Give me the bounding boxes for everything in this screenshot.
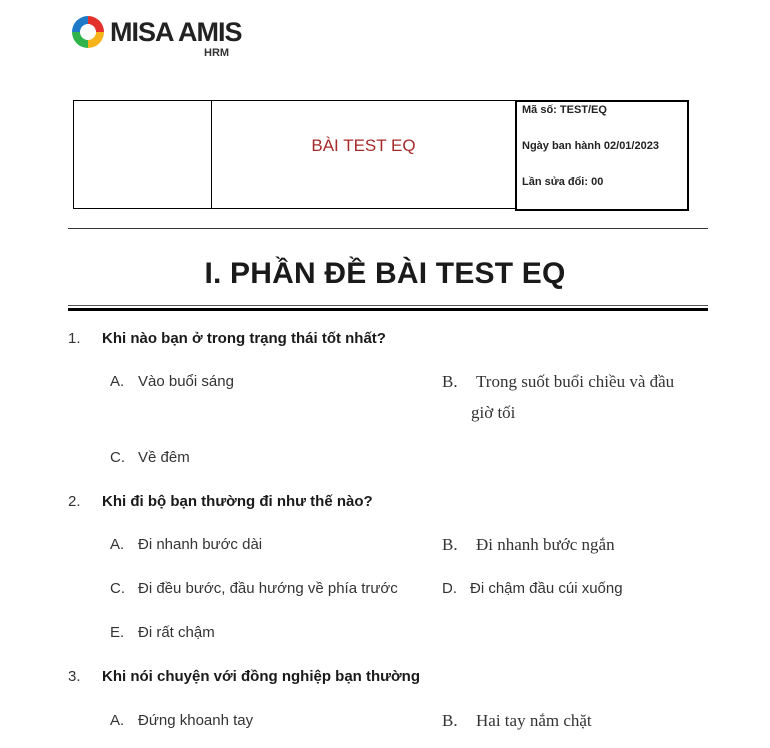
option-letter: A. <box>110 712 125 729</box>
divider-double-thick <box>68 308 708 311</box>
option-text-continued: giờ tối <box>471 403 516 422</box>
document-title: BÀI TEST EQ <box>311 136 416 155</box>
brand-sub: HRM <box>204 47 230 59</box>
option-text: Đứng khoanh tay <box>138 712 254 729</box>
option-text: Vào buổi sáng <box>138 373 234 390</box>
answer-option <box>442 535 615 555</box>
option-text: Đi nhanh bước dài <box>138 536 263 553</box>
option-letter: E. <box>110 624 125 641</box>
answer-option <box>442 372 674 392</box>
question-text: Khi đi bộ bạn thường đi như thế nào? <box>102 493 373 510</box>
misa-logo-ring-icon <box>70 14 106 50</box>
question-text: Khi nói chuyện với đồng nghiệp bạn thường <box>102 668 421 685</box>
answer-option <box>442 580 623 597</box>
option-text: Đi chậm đầu cúi xuống <box>470 580 623 597</box>
option-letter: B. <box>442 711 458 730</box>
option-text: Đi nhanh bước ngắn <box>476 535 615 554</box>
option-letter: C. <box>110 449 125 466</box>
revision-number: Lần sửa đổi: 00 <box>522 176 604 188</box>
section-title: I. PHẦN ĐỀ BÀI TEST EQ <box>204 257 566 290</box>
question-number: 3. <box>68 668 81 685</box>
option-letter: A. <box>110 536 125 553</box>
answer-option <box>110 712 253 729</box>
answer-option <box>110 536 262 553</box>
option-letter: B. <box>442 372 458 391</box>
answer-option <box>110 580 398 597</box>
question-text: Khi nào bạn ở trong trạng thái tốt nhất? <box>102 330 386 347</box>
question-number: 2. <box>68 493 81 510</box>
option-letter: A. <box>110 373 125 390</box>
option-text: Hai tay nắm chặt <box>476 711 592 730</box>
divider <box>68 228 708 229</box>
option-text: Đi rất chậm <box>138 624 215 641</box>
option-text: Trong suốt buổi chiều và đầu <box>476 372 675 391</box>
option-text: Về đêm <box>138 449 190 466</box>
question-number: 1. <box>68 330 81 347</box>
option-letter: B. <box>442 535 458 554</box>
answer-option <box>442 711 592 731</box>
option-text: Đi đều bước, đầu hướng về phía trước <box>138 580 398 597</box>
issue-date: Ngày ban hành 02/01/2023 <box>522 140 659 152</box>
header-logo-cell <box>73 100 212 209</box>
header-meta-cell <box>515 100 689 211</box>
answer-option <box>110 373 234 390</box>
brand-name: MISA AMIS <box>110 17 242 47</box>
answer-option <box>110 449 190 466</box>
option-letter: C. <box>110 580 125 597</box>
answer-option <box>110 624 215 641</box>
document-code: Mã số: TEST/EQ <box>522 104 607 116</box>
divider-double-thin <box>68 305 708 306</box>
option-letter: D. <box>442 580 457 597</box>
